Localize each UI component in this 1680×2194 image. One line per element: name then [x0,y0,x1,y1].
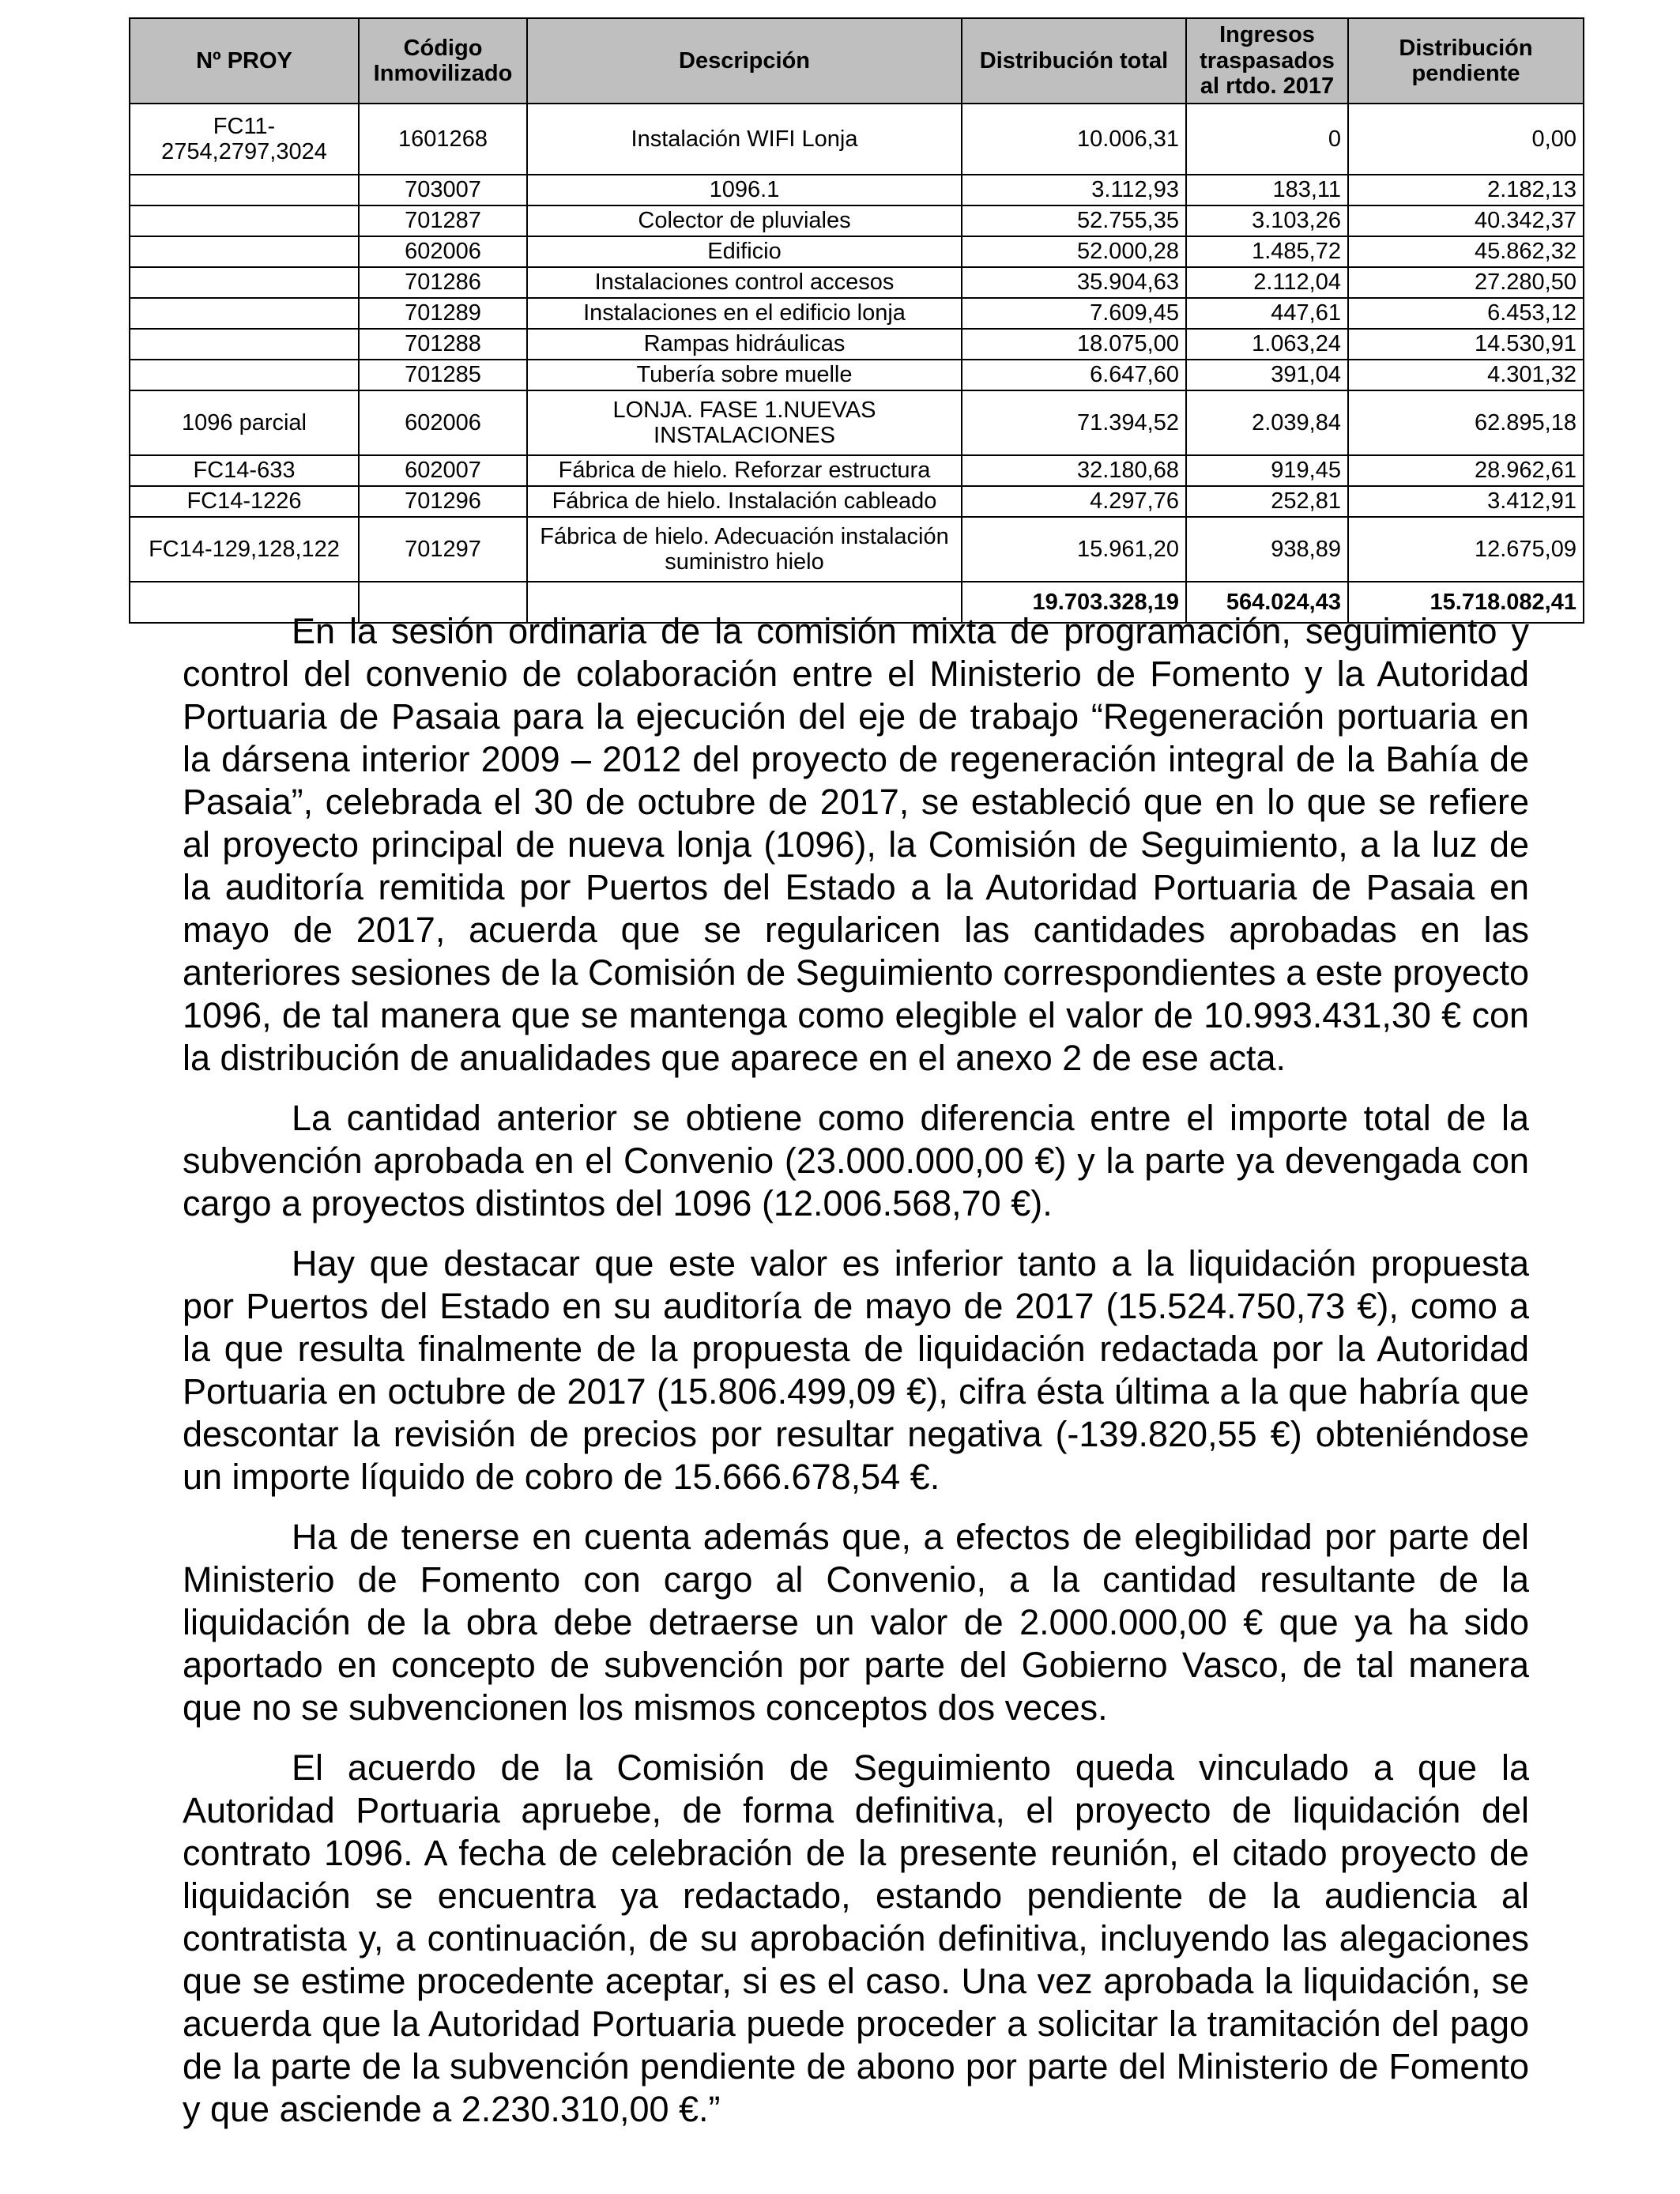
cell-total: 52.000,28 [962,236,1186,267]
cell-proy [130,205,359,236]
total-ingresos: 564.024,43 [1186,582,1348,623]
header-descripcion: Descripción [527,18,962,104]
cell-codigo: 701285 [359,360,527,390]
cell-pendiente: 27.280,50 [1348,267,1584,298]
table-row [130,298,1584,329]
table-row [130,486,1584,517]
cell-descripcion: Fábrica de hielo. Adecuación instalación suministro hielo [527,517,962,582]
cell-total: 35.904,63 [962,267,1186,298]
cell-total: 3.112,93 [962,175,1186,205]
cell-descripcion: LONJA. FASE 1.NUEVAS INSTALACIONES [527,390,962,455]
cell-proy [130,329,359,360]
cell-descripcion: Rampas hidráulicas [527,329,962,360]
header-dist-total: Distribución total [962,18,1186,104]
paragraph: El acuerdo de la Comisión de Seguimiento queda vinculado a que la Autoridad Portuaria apruebe, de forma definitiva, el proyecto de liquidación del contrato 1096. A fecha de celebración de la presente reunión, el citado proyecto de liquidación se encuentra ya redactado, estando pendiente de la audiencia al contratista y, a continuación, de su aprobación definitiva, incluyendo las alegaciones que se estime procedente aceptar, si es el caso. Una vez aprobada la liquidación, se acuerda que la Autoridad Portuaria puede proceder a solicitar la tramitación del pago de la parte de la subvención pendiente de abono por parte del Ministerio de Fomento y que asciende a 2.230.310,00 €.” [183,1747,1529,2129]
header-ingresos: Ingresos traspasados al rtdo. 2017 [1186,18,1348,104]
cell-codigo: 701289 [359,298,527,329]
cell-descripcion: Colector de pluviales [527,205,962,236]
table-row [130,104,1584,175]
cell-codigo: 701286 [359,267,527,298]
cell-ingresos: 391,04 [1186,360,1348,390]
table-row [130,360,1584,390]
cell-codigo: 602007 [359,455,527,486]
cell-proy [130,360,359,390]
distribution-table [129,17,1584,624]
cell-ingresos: 938,89 [1186,517,1348,582]
cell-pendiente: 62.895,18 [1348,390,1584,455]
cell-pendiente: 0,00 [1348,104,1584,175]
cell-ingresos: 1.485,72 [1186,236,1348,267]
cell-pendiente: 4.301,32 [1348,360,1584,390]
cell-proy: FC11-2754,2797,3024 [130,104,359,175]
cell-ingresos: 1.063,24 [1186,329,1348,360]
cell-codigo: 1601268 [359,104,527,175]
cell-descripcion: Fábrica de hielo. Reforzar estructura [527,455,962,486]
cell-descripcion: Instalaciones en el edificio lonja [527,298,962,329]
table-header-row [130,18,1584,104]
paragraph: En la sesión ordinaria de la comisión mixta de programación, seguimiento y control del convenio de colaboración entre el Ministerio de Fomento y la Autoridad Portuaria de Pasaia para la ejecución del eje de trabajo “Regeneración portuaria en la dársena interior 2009 – 2012 del proyecto de regeneración integral de la Bahía de Pasaia”, celebrada el 30 de octubre de 2017, se estableció que en lo que se refiere al proyecto principal de nueva lonja (1096), la Comisión de Seguimiento, a la luz de la auditoría remitida por Puertos del Estado a la Autoridad Portuaria de Pasaia en mayo de 2017, acuerda que se regularicen las cantidades aprobadas en las anteriores sesiones de la Comisión de Seguimiento correspondientes a este proyecto 1096, de tal manera que se mantenga como elegible el valor de 10.993.431,30 € con la distribución de anualidades que aparece en el anexo 2 de ese acta. [183,611,1529,1078]
cell-codigo: 602006 [359,236,527,267]
body-text [183,610,1529,2148]
cell-descripcion: 1096.1 [527,175,962,205]
paragraph: Ha de tenerse en cuenta además que, a efectos de elegibilidad por parte del Ministerio de Fomento con cargo al Convenio, a la cantidad resultante de la liquidación de la obra debe detraerse un valor de 2.000.000,00 € que ya ha sido aportado en concepto de subvención por parte del Gobierno Vasco, de tal manera que no se subvencionen los mismos conceptos dos veces. [183,1517,1529,1728]
cell-proy [130,298,359,329]
cell-total: 18.075,00 [962,329,1186,360]
cell-ingresos: 183,11 [1186,175,1348,205]
cell-total: 71.394,52 [962,390,1186,455]
cell-codigo: 701297 [359,517,527,582]
cell-proy: 1096 parcial [130,390,359,455]
cell-total: 15.961,20 [962,517,1186,582]
cell-total: 6.647,60 [962,360,1186,390]
cell-codigo: 701287 [359,205,527,236]
cell-descripcion: Instalación WIFI Lonja [527,104,962,175]
table-row [130,390,1584,455]
cell-proy: FC14-633 [130,455,359,486]
cell-total: 7.609,45 [962,298,1186,329]
table-row [130,236,1584,267]
cell-descripcion: Fábrica de hielo. Instalación cableado [527,486,962,517]
cell-pendiente: 40.342,37 [1348,205,1584,236]
cell-pendiente: 2.182,13 [1348,175,1584,205]
cell-descripcion: Instalaciones control accesos [527,267,962,298]
cell-codigo: 701288 [359,329,527,360]
cell-total: 52.755,35 [962,205,1186,236]
cell-proy: FC14-129,128,122 [130,517,359,582]
cell-descripcion: Tubería sobre muelle [527,360,962,390]
cell-pendiente: 6.453,12 [1348,298,1584,329]
cell-codigo: 701296 [359,486,527,517]
cell-ingresos: 3.103,26 [1186,205,1348,236]
header-proy: Nº PROY [130,18,359,104]
cell-pendiente: 45.862,32 [1348,236,1584,267]
cell-total: 10.006,31 [962,104,1186,175]
cell-descripcion: Edificio [527,236,962,267]
table-row [130,175,1584,205]
table-row [130,455,1584,486]
cell-proy: FC14-1226 [130,486,359,517]
paragraph: La cantidad anterior se obtiene como diferencia entre el importe total de la subvención aprobada en el Convenio (23.000.000,00 €) y la parte ya devengada con cargo a proyectos distintos del 1096 (12.006.568,70 €). [183,1098,1529,1223]
cell-codigo: 602006 [359,390,527,455]
cell-ingresos: 252,81 [1186,486,1348,517]
header-dist-pendiente: Distribución pendiente [1348,18,1584,104]
cell-pendiente: 28.962,61 [1348,455,1584,486]
cell-pendiente: 3.412,91 [1348,486,1584,517]
cell-total: 4.297,76 [962,486,1186,517]
cell-ingresos: 2.039,84 [1186,390,1348,455]
cell-ingresos: 447,61 [1186,298,1348,329]
cell-pendiente: 12.675,09 [1348,517,1584,582]
table-row [130,267,1584,298]
cell-proy [130,267,359,298]
cell-proy [130,236,359,267]
cell-total: 32.180,68 [962,455,1186,486]
total-distribucion: 19.703.328,19 [962,582,1186,623]
paragraph: Hay que destacar que este valor es inferior tanto a la liquidación propuesta por Puertos del Estado en su auditoría de mayo de 2017 (15.524.750,73 €), como a la que resulta finalmente de la propuesta de liquidación redactada por la Autoridad Portuaria en octubre de 2017 (15.806.499,09 €), cifra ésta última a la que habría que descontar la revisión de precios por resultar negativa (-139.820,55 €) obteniéndose un importe líquido de cobro de 15.666.678,54 €. [183,1243,1529,1497]
cell-codigo: 703007 [359,175,527,205]
table-row [130,205,1584,236]
cell-ingresos: 2.112,04 [1186,267,1348,298]
cell-ingresos: 0 [1186,104,1348,175]
total-pendiente: 15.718.082,41 [1348,582,1584,623]
table-row [130,329,1584,360]
cell-proy [130,175,359,205]
cell-ingresos: 919,45 [1186,455,1348,486]
header-codigo: Código Inmovilizado [359,18,527,104]
table-row [130,517,1584,582]
cell-pendiente: 14.530,91 [1348,329,1584,360]
